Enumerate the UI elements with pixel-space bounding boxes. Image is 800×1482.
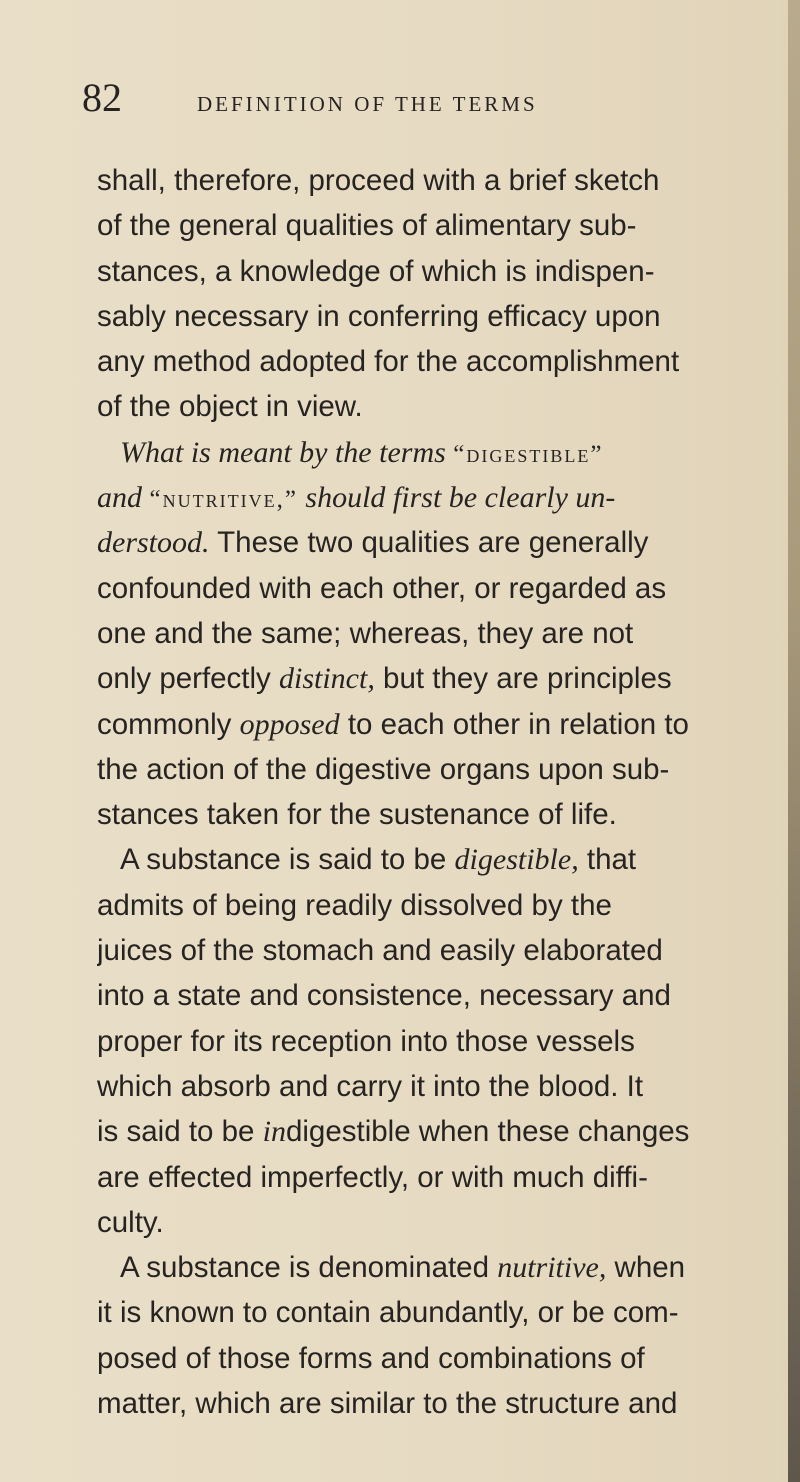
text-run: to each other in relation to — [339, 707, 689, 741]
text-line — [97, 656, 742, 701]
text-line: of the object in view. — [97, 390, 363, 424]
page-number: 82 — [82, 75, 122, 120]
text-line: it is known to contain abundantly, or be com- — [97, 1296, 679, 1330]
text-line: culty. — [97, 1205, 164, 1239]
small-caps-term: “nutritive,” — [149, 486, 298, 514]
text-run: when — [606, 1251, 686, 1285]
text-run: that — [578, 843, 637, 877]
text-line: stances, a knowledge of which is indispen- — [97, 254, 655, 288]
text-run: is said to be — [97, 1115, 263, 1149]
italic-text: should first be clearly un- — [297, 481, 616, 515]
text-line: are effected imperfectly, or with much diffi- — [97, 1160, 648, 1194]
text-run: but they are principles — [374, 662, 672, 696]
text-line: confounded with each other, or regarded as — [97, 571, 667, 605]
text-line — [97, 520, 742, 565]
italic-text: distinct, — [279, 662, 375, 696]
text-line — [97, 837, 742, 882]
text-run: A substance is denominated — [120, 1251, 498, 1285]
small-caps-term: “digestible” — [453, 440, 604, 468]
text-line: matter, which are similar to the structure and — [97, 1387, 678, 1421]
text-line: posed of those forms and combinations of — [97, 1341, 645, 1375]
text-run: only perfectly — [97, 662, 279, 696]
text-run: A substance is said to be — [120, 843, 455, 877]
text-line: any method adopted for the accomplishment — [97, 345, 680, 379]
italic-text: in — [262, 1115, 286, 1149]
text-line: the action of the digestive organs upon sub- — [97, 752, 670, 786]
text-line — [97, 475, 742, 520]
italic-text: opposed — [239, 707, 340, 741]
page-edge-shadow — [788, 0, 800, 1482]
text-line: stances taken for the sustenance of life. — [97, 798, 617, 832]
italic-text: digestible, — [454, 843, 579, 877]
text-line: proper for its reception into those vessels — [97, 1024, 635, 1058]
italic-text: and — [97, 481, 150, 515]
text-line: of the general qualities of alimentary sub- — [97, 209, 637, 243]
italic-text: nutritive, — [497, 1251, 607, 1285]
text-line — [97, 1245, 742, 1290]
text-run: digestible when these changes — [285, 1115, 690, 1149]
running-head: DEFINITION OF THE TERMS — [197, 92, 538, 116]
italic-text: derstood. — [97, 526, 210, 560]
text-run: commonly — [97, 707, 240, 741]
text-line: which absorb and carry it into the blood. It — [97, 1069, 644, 1103]
text-line: one and the same; whereas, they are not — [97, 616, 634, 650]
text-run: These two qualities are generally — [209, 526, 649, 560]
text-line: into a state and consistence, necessary and — [97, 979, 671, 1013]
text-line: sably necessary in conferring efficacy upon — [97, 299, 661, 333]
text-line: admits of being readily dissolved by the — [97, 888, 612, 922]
text-line: shall, therefore, proceed with a brief sketch — [97, 164, 660, 197]
text-line — [97, 1109, 742, 1154]
text-line — [97, 430, 742, 475]
body-text — [97, 158, 742, 1426]
text-line — [97, 702, 742, 747]
italic-text: What is meant by the terms — [120, 435, 454, 469]
text-line: juices of the stomach and easily elaborated — [97, 934, 663, 968]
